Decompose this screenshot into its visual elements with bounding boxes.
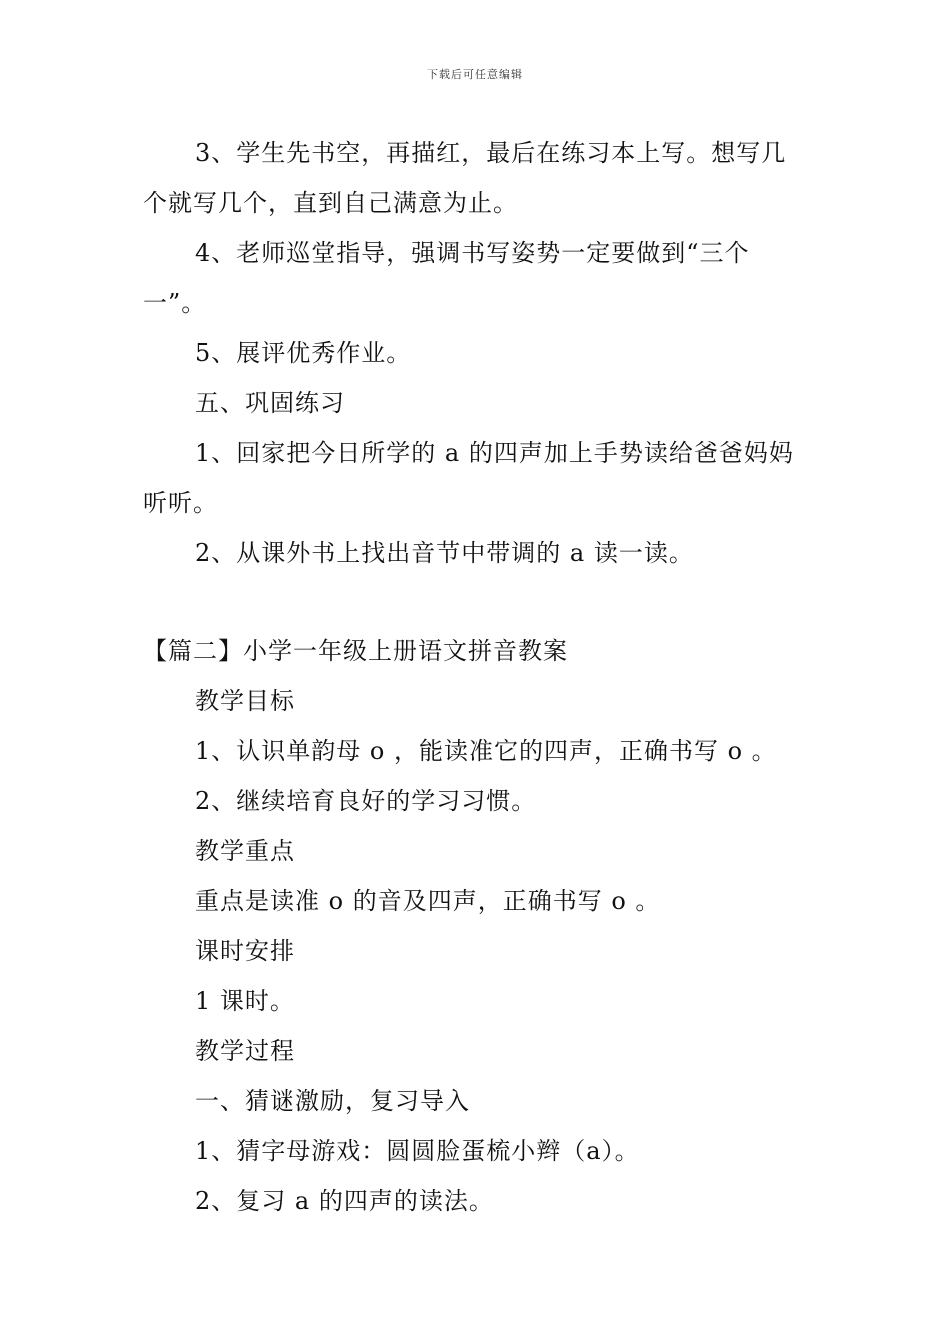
page-header-note: 下载后可任意编辑 [427, 68, 523, 81]
paragraph-process-1: 1、猜字母游戏：圆圆脸蛋梳小辫（a）。 [195, 1137, 640, 1165]
paragraph-step-5: 5、展评优秀作业。 [195, 339, 412, 367]
heading-process-step-1: 一、猜谜激励，复习导入 [195, 1087, 470, 1115]
paragraph-step-3: 3、学生先书空，再描红，最后在练习本上写。想写几 [195, 139, 787, 167]
chapter-title: 【篇二】小学一年级上册语文拼音教案 [143, 637, 568, 665]
paragraph-process-2: 2、复习 a 的四声的读法。 [195, 1187, 494, 1215]
heading-schedule: 课时安排 [195, 937, 295, 965]
paragraph-goal-1: 1、认识单韵母 o ，能读准它的四声，正确书写 o 。 [195, 737, 777, 765]
paragraph-practice-1: 1、回家把今日所学的 a 的四声加上手势读给爸爸妈妈 [195, 439, 794, 467]
paragraph-practice-2: 2、从课外书上找出音节中带调的 a 读一读。 [195, 539, 694, 567]
heading-teaching-goals: 教学目标 [195, 687, 295, 715]
section-heading-practice: 五、巩固练习 [195, 389, 345, 417]
heading-process: 教学过程 [195, 1037, 295, 1065]
paragraph-step-3-cont: 个就写几个，直到自己满意为止。 [143, 189, 518, 217]
paragraph-goal-2: 2、继续培育良好的学习习惯。 [195, 787, 537, 815]
paragraph-key-point: 重点是读准 o 的音及四声，正确书写 o 。 [195, 887, 661, 915]
paragraph-step-4-cont: 一”。 [143, 289, 207, 317]
section-spacer [143, 578, 823, 626]
document-body [143, 128, 823, 1226]
heading-key-points: 教学重点 [195, 837, 295, 865]
paragraph-step-4: 4、老师巡堂指导，强调书写姿势一定要做到“三个 [195, 239, 750, 267]
paragraph-practice-1-cont: 听听。 [143, 489, 218, 517]
paragraph-schedule: 1 课时。 [195, 987, 295, 1015]
